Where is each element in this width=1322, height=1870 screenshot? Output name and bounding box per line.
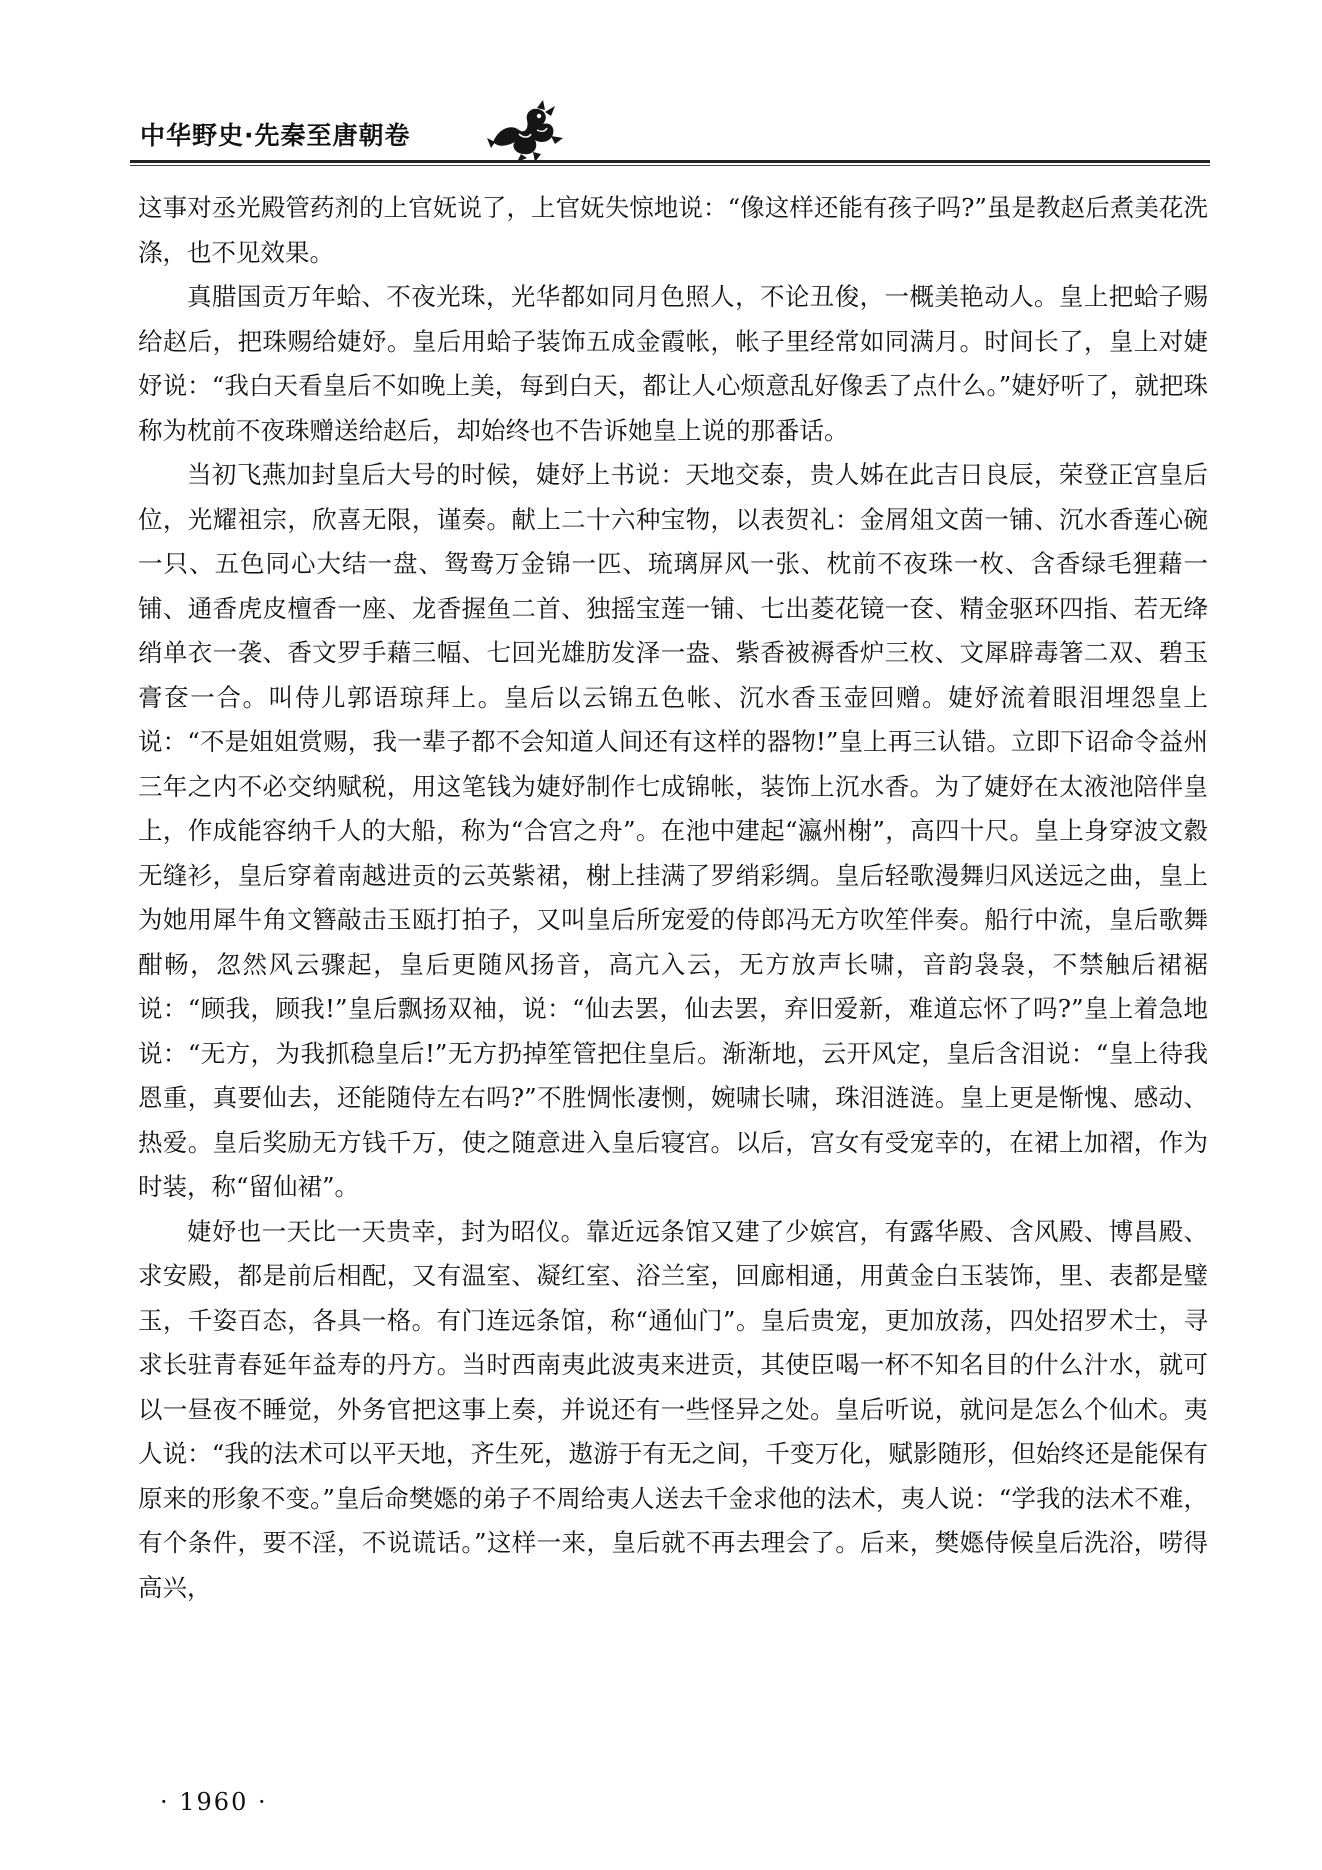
header-rule-thick [130, 160, 1210, 163]
page-number: · 1960 · [160, 1788, 268, 1816]
paragraph: 当初飞燕加封皇后大号的时候，婕妤上书说：天地交泰，贵人姊在此吉日良辰，荣登正宫皇后位，光耀祖宗，欣喜无限，谨奏。献上二十六种宝物，以表贺礼：金屑俎文茵一铺、沉水香莲心碗一只、五色同心大结一盘、鸳鸯万金锦一匹、琉璃屏风一张、枕前不夜珠一枚、含香绿毛狸藉一铺、通香虎皮檀香一座、龙香握鱼二首、独摇宝莲一铺、七出菱花镜一奁、精金驱环四指、若无绛绡单衣一袭、香文罗手藉三幅、七回光雄肪发泽一盎、紫香被褥香炉三枚、文犀辟毒箸二双、碧玉膏奁一合。叫侍儿郭语琼拜上。皇后以云锦五色帐、沉水香玉壶回赠。婕妤流着眼泪埋怨皇上说：“不是姐姐赏赐，我一辈子都不会知道人间还有这样的器物!”皇上再三认错。立即下诏命令益州三年之内不必交纳赋税，用这笔钱为婕妤制作七成锦帐，装饰上沉水香。为了婕妤在太液池陪伴皇上，作成能容纳千人的大船，称为“合宫之舟”。在池中建起“瀛州榭”，高四十尺。皇上身穿波文縠无缝衫，皇后穿着南越进贡的云英紫裙，榭上挂满了罗绡彩绸。皇后轻歌漫舞归风送远之曲，皇上为她用犀牛角文簪敲击玉瓯打拍子，又叫皇后所宠爱的侍郎冯无方吹笙伴奏。船行中流，皇后歌舞酣畅，忽然风云骤起，皇后更随风扬音，高亢入云，无方放声长啸，音韵袅袅，不禁触后裙裾说：“顾我，顾我!”皇后飘扬双袖，说：“仙去罢，仙去罢，弃旧爱新，难道忘怀了吗?”皇上着急地说：“无方，为我抓稳皇后!”无方扔掉笙管把住皇后。渐渐地，云开风定，皇后含泪说：“皇上待我恩重，真要仙去，还能随侍左右吗?”不胜惆怅凄恻，婉啸长啸，珠泪涟涟。皇上更是惭愧、感动、热爱。皇后奖励无方钱千万，使之随意进入皇后寝宫。以后，宫女有受宠幸的，在裙上加褶，作为时装，称“留仙裙”。 [138, 460, 1208, 1201]
running-header [130, 98, 1230, 168]
body-text [138, 186, 1208, 1610]
running-header-title: 中华野史·先秦至唐朝卷 [140, 121, 411, 150]
paragraph: 这事对丞光殿管药剂的上官妩说了，上官妩失惊地说：“像这样还能有孩子吗?”虽是教赵后煮美花洗涤，也不见效果。 [138, 193, 1208, 267]
dragon-emblem-icon [485, 98, 569, 164]
paragraph: 婕妤也一天比一天贵幸，封为昭仪。靠近远条馆又建了少嫔宫，有露华殿、含风殿、博昌殿、求安殿，都是前后相配，又有温室、凝红室、浴兰室，回廊相通，用黄金白玉装饰，里、表都是璧玉，千姿百态，各具一格。有门连远条馆，称“通仙门”。皇后贵宠，更加放荡，四处招罗术士，寻求长驻青春延年益寿的丹方。当时西南夷此波夷来进贡，其使臣喝一杯不知名目的什么汁水，就可以一昼夜不睡觉，外务官把这事上奏，并说还有一些怪异之处。皇后听说，就问是怎么个仙术。夷人说：“我的法术可以平天地，齐生死，遨游于有无之间，千变万化，赋影随形，但始终还是能保有原来的形象不变。”皇后命樊嫕的弟子不周给夷人送去千金求他的法术，夷人说：“学我的法术不难，有个条件，要不淫，不说谎话。”这样一来，皇后就不再去理会了。后来，樊嫕侍候皇后洗浴，唠得高兴， [138, 1216, 1208, 1602]
paragraph: 真腊国贡万年蛤、不夜光珠，光华都如同月色照人，不论丑俊，一概美艳动人。皇上把蛤子赐给赵后，把珠赐给婕妤。皇后用蛤子装饰五成金霞帐，帐子里经常如同满月。时间长了，皇上对婕妤说：“我白天看皇后不如晚上美，每到白天，都让人心烦意乱好像丢了点什么。”婕妤听了，就把珠称为枕前不夜珠赠送给赵后，却始终也不告诉她皇上说的那番话。 [138, 282, 1208, 445]
header-rule-thin [130, 165, 1210, 166]
